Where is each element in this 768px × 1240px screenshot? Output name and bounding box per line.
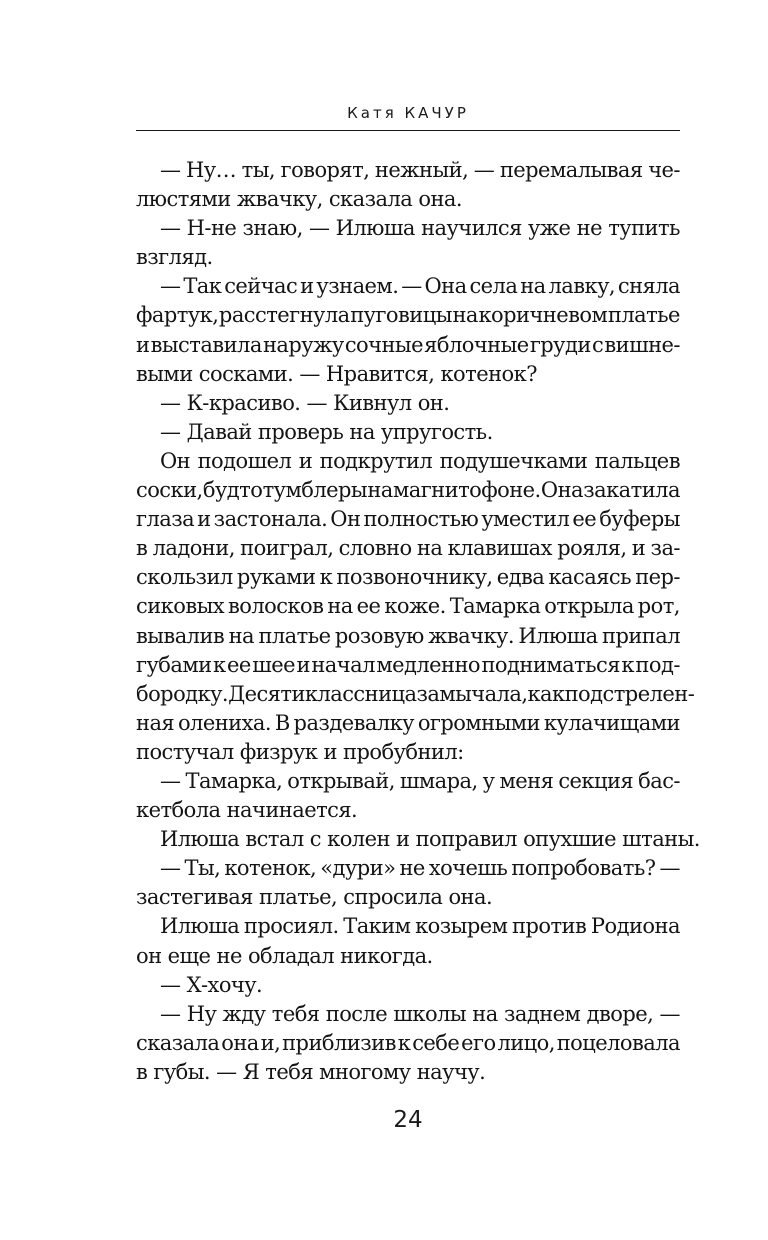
text-line: в губы. — Я тебя многому научу. [136,1059,486,1084]
text-line: — К-красиво. — Кивнул он. [160,390,450,415]
text-line: кетбола начинается. [136,798,358,823]
text-line: фартук, расстегнула пуговицы на коричневом платье [136,303,680,328]
text-line: люстями жвачку, сказала она. [136,187,462,212]
text-line: ная олениха. В раздевалку огромными кулачищами [136,710,680,735]
text-line: соски, будто тумблеры на магнитофоне. Она закатила [136,478,680,503]
running-head: Катя КАЧУР [347,104,469,122]
text-line: в ладони, поиграл, словно на клавишах рояля, и за- [136,536,680,561]
text-line: постучал физрук и пробубнил: [136,739,464,764]
page-number: 24 [393,1107,423,1133]
text-line: сиковых волосков на ее коже. Тамарка открыла рот, [136,594,680,619]
text-line: вывалив на платье розовую жвачку. Илюша припал [136,623,680,648]
text-line: губами к ее шее и начал медленно подниматься к под- [136,652,680,677]
header-rule [136,130,680,131]
text-line: — Н-не знаю, — Илюша научился уже не тупить [160,216,680,241]
text-line: он еще не обладал никогда. [136,943,433,968]
text-line: — Ну… ты, говорят, нежный, — перемалывая че- [160,158,680,182]
text-line: — Х-хочу. [160,972,263,997]
text-line: Он подошел и подкрутил подушечками пальцев [160,448,680,473]
text-line: — Давай проверь на упругость. [160,419,493,444]
text-line: глаза и застонала. Он полностью уместил ее буферы [136,507,680,532]
text-line: Илюша встал с колен и поправил опухшие штаны. [160,827,700,852]
text-line: — Ты, котенок, «дури» не хочешь попробовать? — [160,856,680,881]
text-line: бородку. Десятиклассница замычала, как подстрелен- [136,681,695,706]
text-line: — Тамарка, открывай, шмара, у меня секция бас- [160,768,680,793]
text-line: застегивая платье, спросила она. [136,885,493,910]
text-line: — Ну жду тебя после школы на заднем дворе, — [160,1001,680,1026]
text-line: Илюша просиял. Таким козырем против Родиона [160,914,680,939]
text-line: и выставила наружу сочные яблочные груди с вишне- [136,332,680,357]
text-line: взгляд. [136,245,213,270]
text-line: сказала она и, приблизив к себе его лицо, поцеловала [136,1030,680,1055]
text-line: скользил руками к позвоночнику, едва касаясь пер- [136,565,680,590]
body-text [136,156,700,1087]
text-line: выми сосками. — Нравится, котенок? [136,361,537,386]
text-line: — Так сейчас и узнаем. — Она села на лавку, сняла [160,274,680,299]
